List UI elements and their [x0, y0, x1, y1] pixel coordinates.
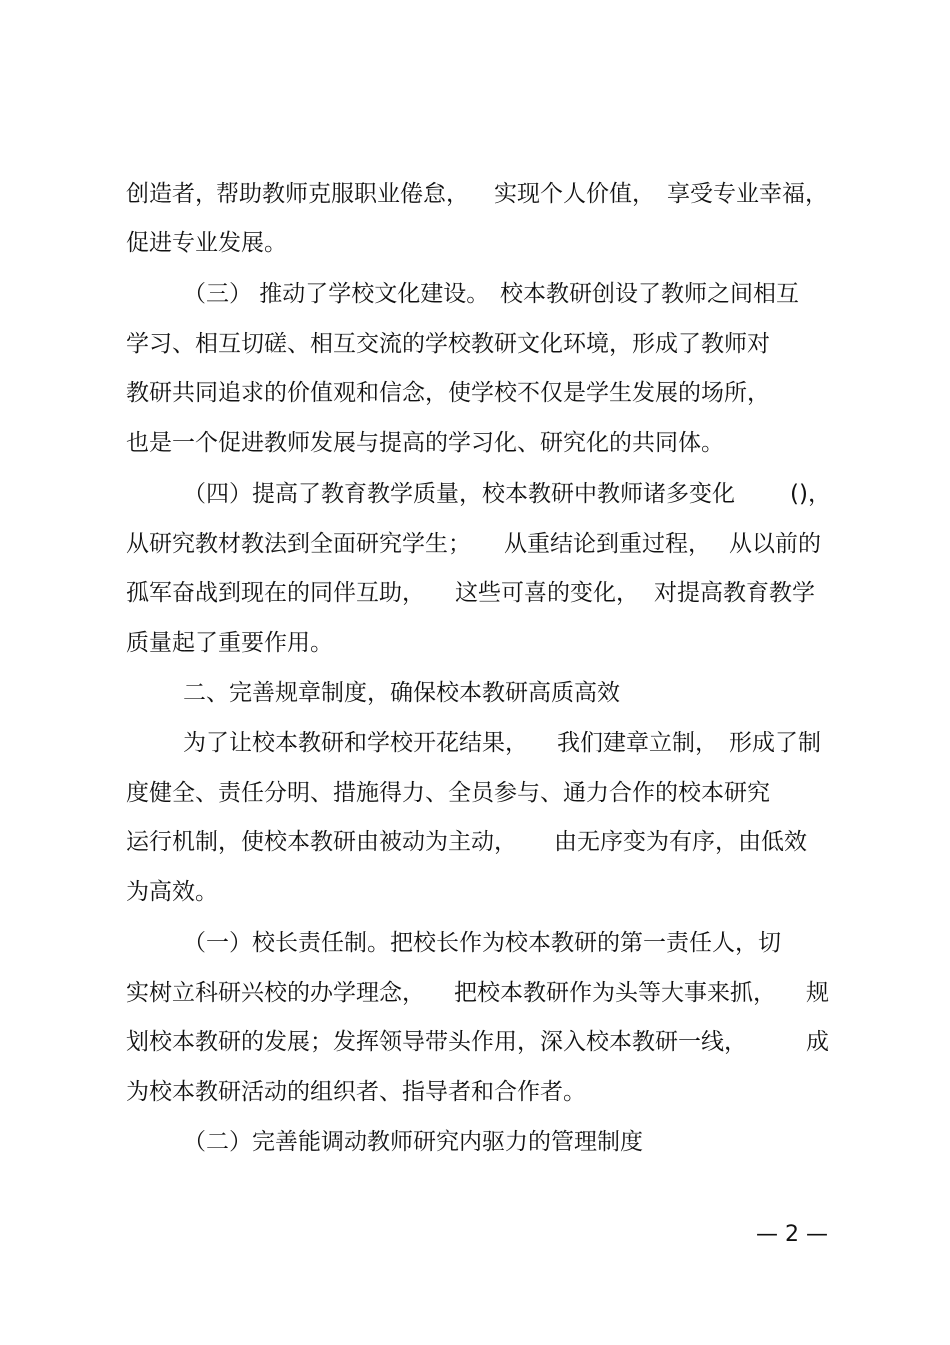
text-segment: 我们建章立制，	[557, 730, 718, 756]
text-segment: 把校本教研作为头等大事来抓，	[454, 980, 776, 1006]
text-segment: 划校本教研的发展；发挥领导带头作用，深入校本教研一线，	[126, 1029, 747, 1055]
text-segment: 从以前的	[729, 531, 821, 557]
text-segment: （一）校长责任制。把校长作为校本教研的第一责任人，切	[183, 930, 781, 956]
text-segment: （二）完善能调动教师研究内驱力的管理制度	[183, 1129, 643, 1155]
text-segment: 由无序变为有序，由低效	[554, 829, 807, 855]
text-segment: 为了让校本教研和学校开花结果，	[183, 730, 528, 756]
text-segment: 二、完善规章制度，确保校本教研高质高效	[183, 680, 620, 706]
text-segment: 实现个人价值，	[494, 181, 655, 207]
text-segment: 对提高教育教学	[654, 580, 815, 606]
text-segment: 运行机制，使校本教研由被动为主动，	[126, 829, 517, 855]
text-segment: 规	[806, 980, 829, 1006]
text-segment: 质量起了重要作用。	[126, 630, 333, 656]
text-segment: 孤军奋战到现在的同伴互助，	[126, 580, 425, 606]
text-segment: 创造者，	[126, 181, 218, 207]
text-segment: 成	[806, 1029, 829, 1055]
text-segment: （四）提高了教育教学质量，校本教研中教师诸多变化	[183, 481, 735, 507]
text-segment: 促进专业发展。	[126, 230, 287, 256]
text-segment: 这些可喜的变化，	[455, 580, 639, 606]
text-segment: ()，	[790, 481, 831, 507]
text-segment: 帮助教师克服职业倦怠，	[216, 181, 469, 207]
text-segment: 形成了制	[729, 730, 821, 756]
text-segment: 校本教研创设了教师之间相互	[500, 281, 799, 307]
text-segment: 为高效。	[126, 879, 218, 905]
text-segment: 从重结论到重过程，	[504, 531, 711, 557]
text-segment: （三） 推动了学校文化建设。	[183, 281, 490, 307]
text-segment: 享受专业幸福，	[667, 181, 828, 207]
text-segment: 也是一个促进教师发展与提高的学习化、研究化的共同体。	[126, 430, 724, 456]
text-segment: 实树立科研兴校的办学理念，	[126, 980, 425, 1006]
text-segment: 从研究教材教法到全面研究学生；	[126, 531, 471, 557]
text-segment: 为校本教研活动的组织者、指导者和合作者。	[126, 1079, 586, 1105]
text-segment: 教研共同追求的价值观和信念，使学校不仅是学生发展的场所，	[126, 380, 770, 406]
page-number: — 2 —	[756, 1222, 828, 1247]
text-segment: 度健全、责任分明、措施得力、全员参与、通力合作的校本研究	[126, 780, 770, 806]
text-segment: 学习、相互切磋、相互交流的学校教研文化环境，形成了教师对	[126, 331, 770, 357]
